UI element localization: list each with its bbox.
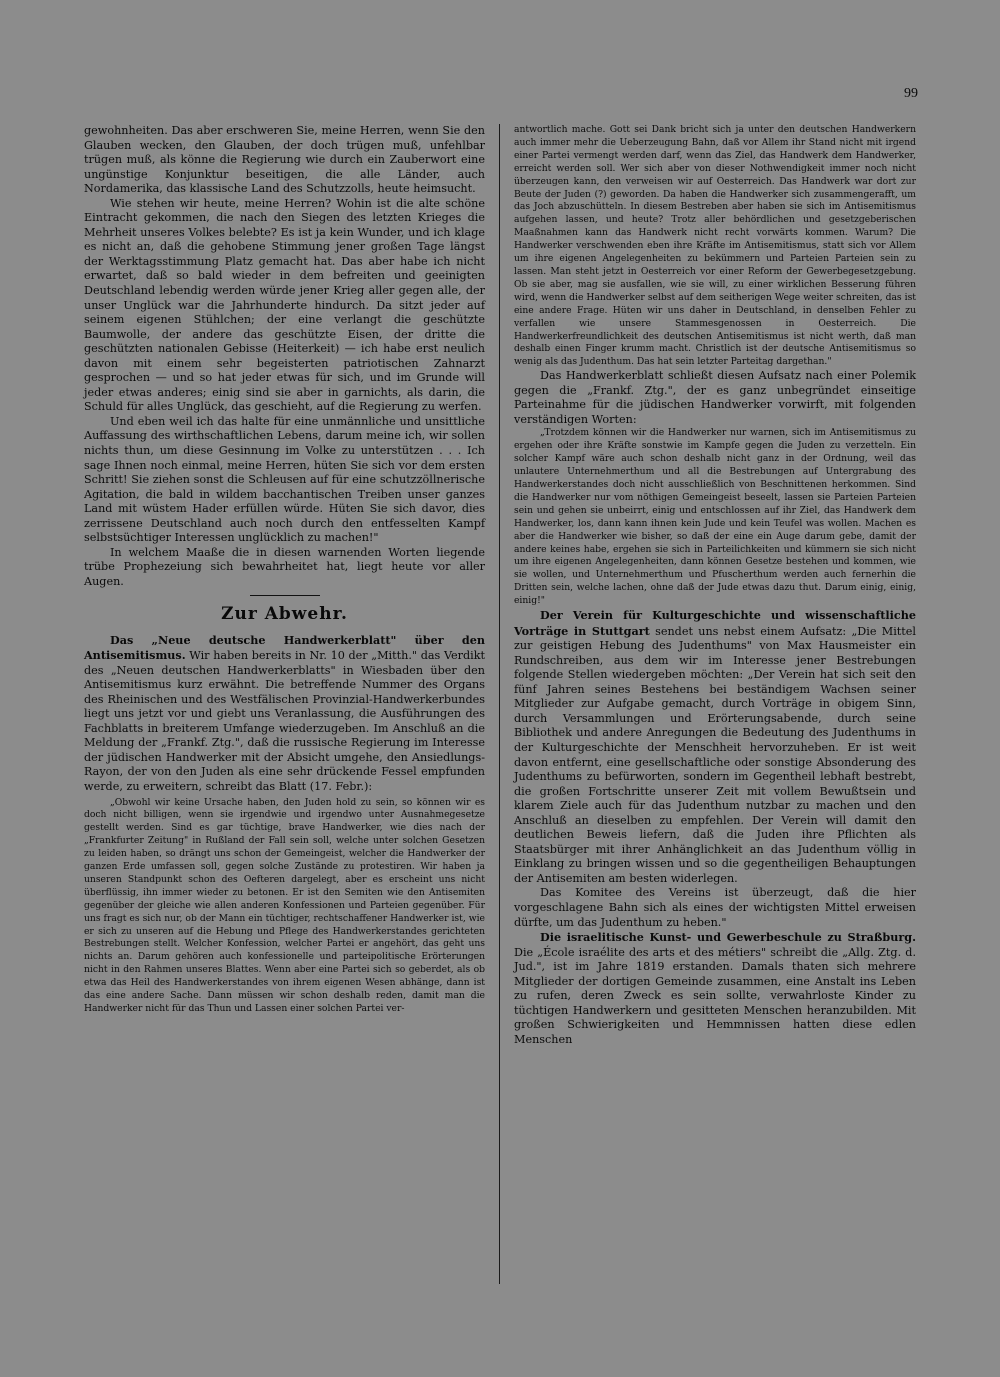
article-title: Der Verein für Kulturgeschichte und wissenschaftliche Vorträge in Stuttgart <box>514 608 916 638</box>
article-text: sendet uns nebst einem Aufsatz: „Die Mittel zur geistigen Hebung des Judenthums" von Max Hausmeister ein Rundschreiben, aus dem wir im Interesse jener Bestrebungen folgende Stellen wiedergeben möchten: „Der Verein hat sich seit den fünf Jahren seines Bestehens bei beständigem Wachsen seiner Mitglieder zur Aufgabe gemacht, durch Vorträge in obigem Sinn, durch Versammlungen und Erörterungsabende, durch seine Bibliothek und andere Anregungen die Bedeutung des Judenthums in der Kulturgeschichte der Menschheit hervorzuheben. Er ist weit davon entfernt, eine gesellschaftliche oder sonstige Absonderung des Judenthums zu befürworten, sondern im Gegentheil lebhaft bestrebt, die großen Fortschritte unserer Zeit mit vollem Bewußtsein und klarem Ziele auch für das Judenthum nutzbar zu machen und den Anschluß an dieselben zu empfehlen. Der Verein will damit den deutlichen Beweis liefern, daß die Juden ihre Pflichten als Staatsbürger mit ihrer Anhänglichkeit an das Judenthum völlig in Einklang zu bringen wissen und so die gegentheiligen Behauptungen der Antisemiten am besten widerlegen. <box>514 624 916 885</box>
paragraph: Und eben weil ich das halte für eine unmännliche und unsittliche Auffassung des wirthschaftlichen Lebens, darum meine ich, wir sollen nichts thun, um diese Gesinnung im Volke zu unterstützen . . . Ich sage Ihnen noch einmal, meine Herren, hüten Sie sich vor dem ersten Schritt! Sie ziehen sonst die Schleusen auf für eine schutzzöllnerische Agitation, die bald in wildem bacchantischen Treiben unser ganzes Land mit wüstem Hader erfüllen würde. Hüten Sie sich davor, dies zerrissene Deutschland auch noch durch den entfesselten Kampf selbstsüchtiger Interessen unglücklich zu machen!" <box>84 414 485 545</box>
page-number: 99 <box>904 86 918 101</box>
left-column <box>84 124 485 1016</box>
article-text: Wir haben bereits in Nr. 10 der „Mitth." das Verdikt des „Neuen deutschen Handwerkerblatts" in Wiesbaden über den Antisemitismus kurz erwähnt. Die betreffende Nummer des Organs des Rheinischen und des Westfälischen Provinzial-Handwerkerbundes liegt uns jetzt vor und giebt uns Veranlassung, die Ausführungen des Fachblatts in breiterem Umfange wiederzugeben. Im Anschluß an die Meldung der „Frankf. Ztg.", daß die russische Regierung im Interesse der jüdischen Handwerker mit der Absicht umgehe, den Ansiedlungs-Rayon, der von den Juden als eine sehr drückende Fessel empfunden werde, zu erweitern, schreibt das Blatt (17. Febr.): <box>84 649 485 793</box>
article-paragraph <box>514 930 916 1047</box>
right-column <box>514 124 916 1048</box>
section-heading: Zur Abwehr. <box>221 603 348 624</box>
paragraph: Das Komitee des Vereins ist überzeugt, daß die hier vorgeschlagene Bahn sich als eines der wichtigsten Mittel erweisen dürfte, um das Judenthum zu heben." <box>514 886 916 929</box>
article-title: Die israelitische Kunst- und Gewerbeschule zu Straßburg. <box>540 930 916 945</box>
paragraph: In welchem Maaße die in diesen warnenden Worten liegende trübe Prophezeiung sich bewahrheitet hat, liegt heute vor aller Augen. <box>84 545 485 588</box>
quote-paragraph: antwortlich mache. Gott sei Dank bricht sich ja unter den deutschen Handwerkern auch immer mehr die Ueberzeugung Bahn, daß vor Allem ihr Stand nicht mit irgend einer Partei vermengt werden darf, wenn das Ziel, das Handwerk dem Handwerker, erreicht werden soll. Wer sich aber von dieser Nothwendigkeit immer noch nicht überzeugen kann, den verweisen wir auf Oesterreich. Das Handwerk war dort zur Beute der Juden (?) geworden. Da haben die Handwerker sich zusammengerafft, um das Joch abzuschütteln. In diesem Bestreben aber haben sie sich im Antisemitismus aufgehen lassen, und heute? Trotz aller behördlichen und gesetzgeberischen Maaßnahmen kann das Handwerk nicht recht vorwärts kommen. Warum? Die Handwerker verschwenden eben ihre Kräfte im Antisemitismus, statt sich vor Allem um ihre eigenen Angelegenheiten zu bekümmern und Parteien Parteien sein zu lassen. Man steht jetzt in Oesterreich vor einer Reform der Gewerbegesetzgebung. Ob sie aber, mag sie ausfallen, wie sie will, zu einer wirklichen Besserung führen wird, wenn die Handwerker selbst auf dem seitherigen Wege weiter schreiten, das ist eine andere Frage. Hüten wir uns daher in Deutschland, in denselben Fehler zu verfallen wie unsere Stammesgenossen in Oesterreich. Die Handwerkerfreundlichkeit des deutschen Antisemitismus ist nicht werth, daß man deshalb einen Finger krumm macht. Christlich ist der deutsche Antisemitismus so wenig als das Judenthum. Das hat sein letzter Parteitag dargethan." <box>514 124 916 368</box>
article-paragraph <box>514 608 916 886</box>
column-rule <box>499 124 500 1284</box>
article-text: Die „École israélite des arts et des métiers" schreibt die „Allg. Ztg. d. Jud.", ist im Jahre 1819 erstanden. Damals thaten sich mehrere Mitglieder der dortigen Gemeinde zusammen, eine Anstalt ins Leben zu rufen, deren Zweck es sein sollte, verwahrloste Kinder zu tüchtigen Handwerkern und gesitteten Menschen heranzubilden. Mit großen Schwierigkeiten und Hemmnissen hatten diese edlen Menschen <box>514 945 916 1046</box>
paragraph: Wie stehen wir heute, meine Herren? Wohin ist die alte schöne Eintracht gekommen, die nach den Siegen des letzten Krieges die Mehrheit unseres Volkes belebte? Es ist ja kein Wunder, und ich klage es nicht an, daß die gehobene Stimmung jener großen Tage längst der Werktagsstimmung Platz gemacht hat. Das aber habe ich nicht erwartet, daß so bald wieder in dem befreiten und geeinigten Deutschland lebendig werden würde jener Krieg aller gegen alle, der unser Unglück war die Jahrhunderte hindurch. Da sitzt jeder auf seinem eigenen Stühlchen; der eine verlangt die geschützte Baumwolle, der andere das geschützte Eisen, der dritte die geschützten nationalen Gebisse (Heiterkeit) — ich habe erst neulich davon mit einem sehr begeisterten patriotischen Zahnarzt gesprochen — und so hat jeder etwas für sich, und im Grunde will jeder etwas anderes; einig sind sie aber in garnichts, als darin, die Schuld für alles Unglück, das geschieht, auf die Regierung zu werfen. <box>84 196 485 414</box>
section-divider <box>250 595 320 596</box>
paragraph: gewohnheiten. Das aber erschweren Sie, meine Herren, wenn Sie den Glauben wecken, den Glauben, der doch trügen muß, unfehlbar trügen muß, als könne die Regierung wie durch ein Zauberwort eine ungünstige Konjunktur beseitigen, die alle Länder, auch Nordamerika, das klassische Land des Schutzzolls, heute heimsucht. <box>84 124 485 196</box>
quote-paragraph: „Obwohl wir keine Ursache haben, den Juden hold zu sein, so können wir es doch nicht billigen, wenn sie irgendwie und irgendwo unter Ausnahmegesetze gestellt werden. Sind es gar tüchtige, brave Handwerker, wie dies nach der „Frankfurter Zeitung" in Rußland der Fall sein soll, welche unter solchen Gesetzen zu leiden haben, so drängt uns schon der Gemeingeist, welcher die Handwerker der ganzen Erde umfassen soll, gegen solche Zustände zu protestiren. Wir haben ja unseren Standpunkt schon des Oefteren dargelegt, aber es erscheint uns nicht überflüssig, ihn immer wieder zu betonen. Er ist den Semiten wie den Antisemiten gegenüber der gleiche wie allen anderen Konfessionen und Parteien gegenüber. Für uns fragt es sich nur, ob der Mann ein tüchtiger, rechtschaffener Handwerker ist, wie er sich zu unseren auf die Hebung und Pflege des Handwerkerstandes gerichteten Bestrebungen stellt. Welcher Konfession, welcher Partei er angehört, das geht uns nichts an. Darum gehören auch konfessionelle und parteipolitische Erörterungen nicht in den Rahmen unseres Blattes. Wenn aber eine Partei sich so geberdet, als ob etwa das Heil des Handwerkerstandes von ihrem eigenen Wesen abhänge, dann ist das eine andere Sache. Dann müssen wir schon deshalb reden, damit man die Handwerker nicht für das Thun und Lassen einer solchen Partei ver- <box>84 796 485 1015</box>
article-paragraph <box>84 633 485 795</box>
quote-paragraph: „Trotzdem können wir die Handwerker nur warnen, sich im Antisemitismus zu ergehen oder ihre Kräfte sonstwie im Kampfe gegen die Juden zu verzetteln. Ein solcher Kampf wäre auch schon deshalb nicht ganz in der Ordnung, weil das unlautere Unternehmerthum und all die Bestrebungen auf Untergrabung des Handwerkerstandes doch nicht ausschließlich von Beschnittenen herkommen. Sind die Handwerker nur vom nöthigen Gemeingeist beseelt, lassen sie Parteien Parteien sein und gehen sie unbeirrt, einig und entschlossen auf ihr Ziel, das Handwerk dem Handwerker, los, dann kann ihnen kein Jude und kein Teufel was wollen. Machen es aber die Handwerker wie bisher, so daß der eine ein Auge darum gebe, damit der andere keines habe, ergehen sie sich in Parteilichkeiten und kümmern sie sich nicht um ihre eigenen Angelegenheiten, dann können Gesetze bestehen und kommen, wie sie wollen, und Unternehmerthum und Pfuscherthum werden auch fernerhin die Dritten sein, welche lachen, ohne daß der Jude etwas dazu thut. Darum einig, einig, einig!" <box>514 427 916 607</box>
paragraph: Das Handwerkerblatt schließt diesen Aufsatz nach einer Polemik gegen die „Frankf. Ztg.", der es ganz unbegründet einseitige Parteinahme für die jüdischen Handwerker vorwirft, mit folgenden verständigen Worten: <box>514 369 916 426</box>
article-title: Das „Neue deutsche Handwerkerblatt" über den Antisemitismus. <box>84 632 485 663</box>
